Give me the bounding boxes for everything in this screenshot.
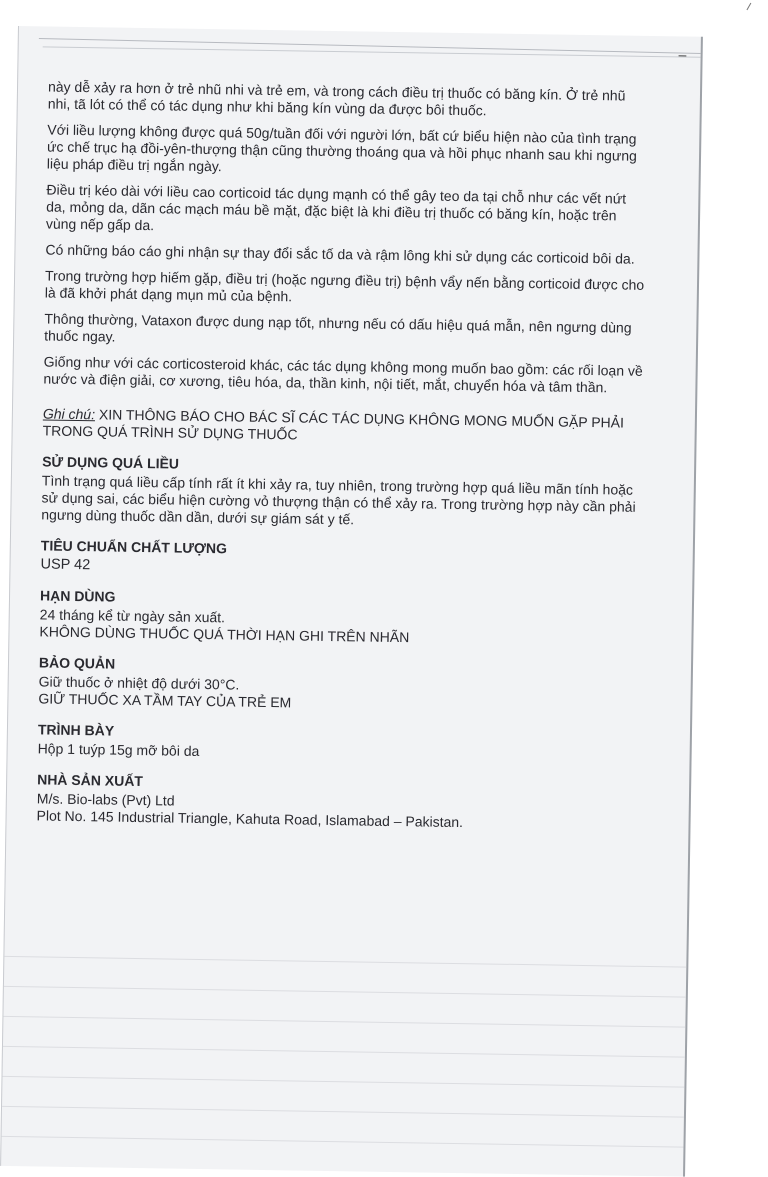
paragraph-dosage-limit: Với liều lượng không được quá 50g/tuần đối với người lớn, bất cứ biểu hiện nào của tình trạng ức chế trục hạ đồi-yên-thượng thận cũng thường thoáng qua và hồi phục nhanh sau khi ngưng liệu pháp điều trị ngắn ngày. <box>46 121 637 175</box>
overdose-text: Tình trạng quá liều cấp tính rất ít khi xảy ra, tuy nhiên, trong trường hợp quá liều mãn tính hoặc sử dụng sai, các biểu hiện cường vỏ thượng thận có thể xảy ra. Trong trường hợp này cần phải ngưng dùng thuốc dần dần, dưới sự giám sát y tế. <box>41 472 636 528</box>
presentation-heading: TRÌNH BÀY <box>37 721 115 739</box>
corner-mark <box>746 3 756 13</box>
note <box>43 405 643 448</box>
paragraph-tolerance: Thông thường, Vataxon được dung nạp tốt, nhưng nếu có dấu hiệu quá mẫn, nên ngưng dùng thuốc ngay. <box>44 310 632 345</box>
paragraph-children-effects: này dễ xảy ra hơn ở trẻ nhũ nhi và trẻ em, và trong cách điều trị thuốc có băng kín. Ở trẻ nhũ nhi, tã lót có thể có tác dụng như khi băng kín vùng da được bôi thuốc. <box>47 78 626 119</box>
paragraph-side-effects: Giống như với các corticosteroid khác, các tác dụng không mong muốn bao gồm: các rối loạn về nước và điện giải, cơ xương, tiêu hóa, da, thần kinh, nội tiết, mắt, chuyển hóa và tâm thần. <box>43 353 643 396</box>
note-label: Ghi chú: <box>42 405 96 423</box>
expiry-line1: 24 tháng kể từ ngày sản xuất. <box>39 606 226 626</box>
show-through-lines <box>19 26 701 37</box>
leaflet-text <box>36 78 648 842</box>
storage-line1: Giữ thuốc ở nhiệt độ dưới 30°C. <box>38 673 240 693</box>
paragraph-long-term-use: Điều trị kéo dài với liều cao corticoid tác dụng mạnh có thể gây teo da tại chỗ như các vết nứt da, mỏng da, dãn các mạch máu bề mặt, đặc biệt là khi điều trị thuốc có băng kín, hoặc trên vùng nếp gấp da. <box>45 181 627 234</box>
overdose-heading: SỬ DỤNG QUÁ LIỀU <box>42 453 180 472</box>
manufacturer-name: M/s. Bio-labs (Pvt) Ltd <box>36 790 175 809</box>
quality-text: USP 42 <box>40 556 91 574</box>
storage-line2: GIỮ THUỐC XA TẦM TAY CỦA TRẺ EM <box>38 690 292 711</box>
manufacturer-address: Plot No. 145 Industrial Triangle, Kahuta Road, Islamabad – Pakistan. <box>36 807 464 831</box>
presentation-text: Hộp 1 tuýp 15g mỡ bôi da <box>37 740 200 759</box>
expiry-heading: HẠN DÙNG <box>39 587 116 605</box>
side-mark: – <box>678 46 687 63</box>
paragraph-pigmentation: Có những báo cáo ghi nhận sự thay đổi sắc tố da và rậm lông khi sử dụng các corticoid bôi da. <box>45 241 635 267</box>
expiry-line2: KHÔNG DÙNG THUỐC QUÁ THỜI HẠN GHI TRÊN NHÃN <box>39 623 410 646</box>
paragraph-psoriasis: Trong trường hợp hiếm gặp, điều trị (hoặc ngưng điều trị) bệnh vẩy nến bằng corticoid được cho là đã khởi phát dạng mụn mủ của bệnh. <box>44 267 645 305</box>
storage-heading: BẢO QUẢN <box>38 654 116 672</box>
note-text: XIN THÔNG BÁO CHO BÁC SĨ CÁC TÁC DỤNG KHÔNG MONG MUỐN GẶP PHẢI TRONG QUÁ TRÌNH SỬ DỤNG THUỐC <box>42 406 625 443</box>
leaflet-sheet <box>0 26 703 1177</box>
quality-heading: TIÊU CHUẨN CHẤT LƯỢNG <box>40 537 228 557</box>
manufacturer-heading: NHÀ SẢN XUẤT <box>37 771 144 790</box>
